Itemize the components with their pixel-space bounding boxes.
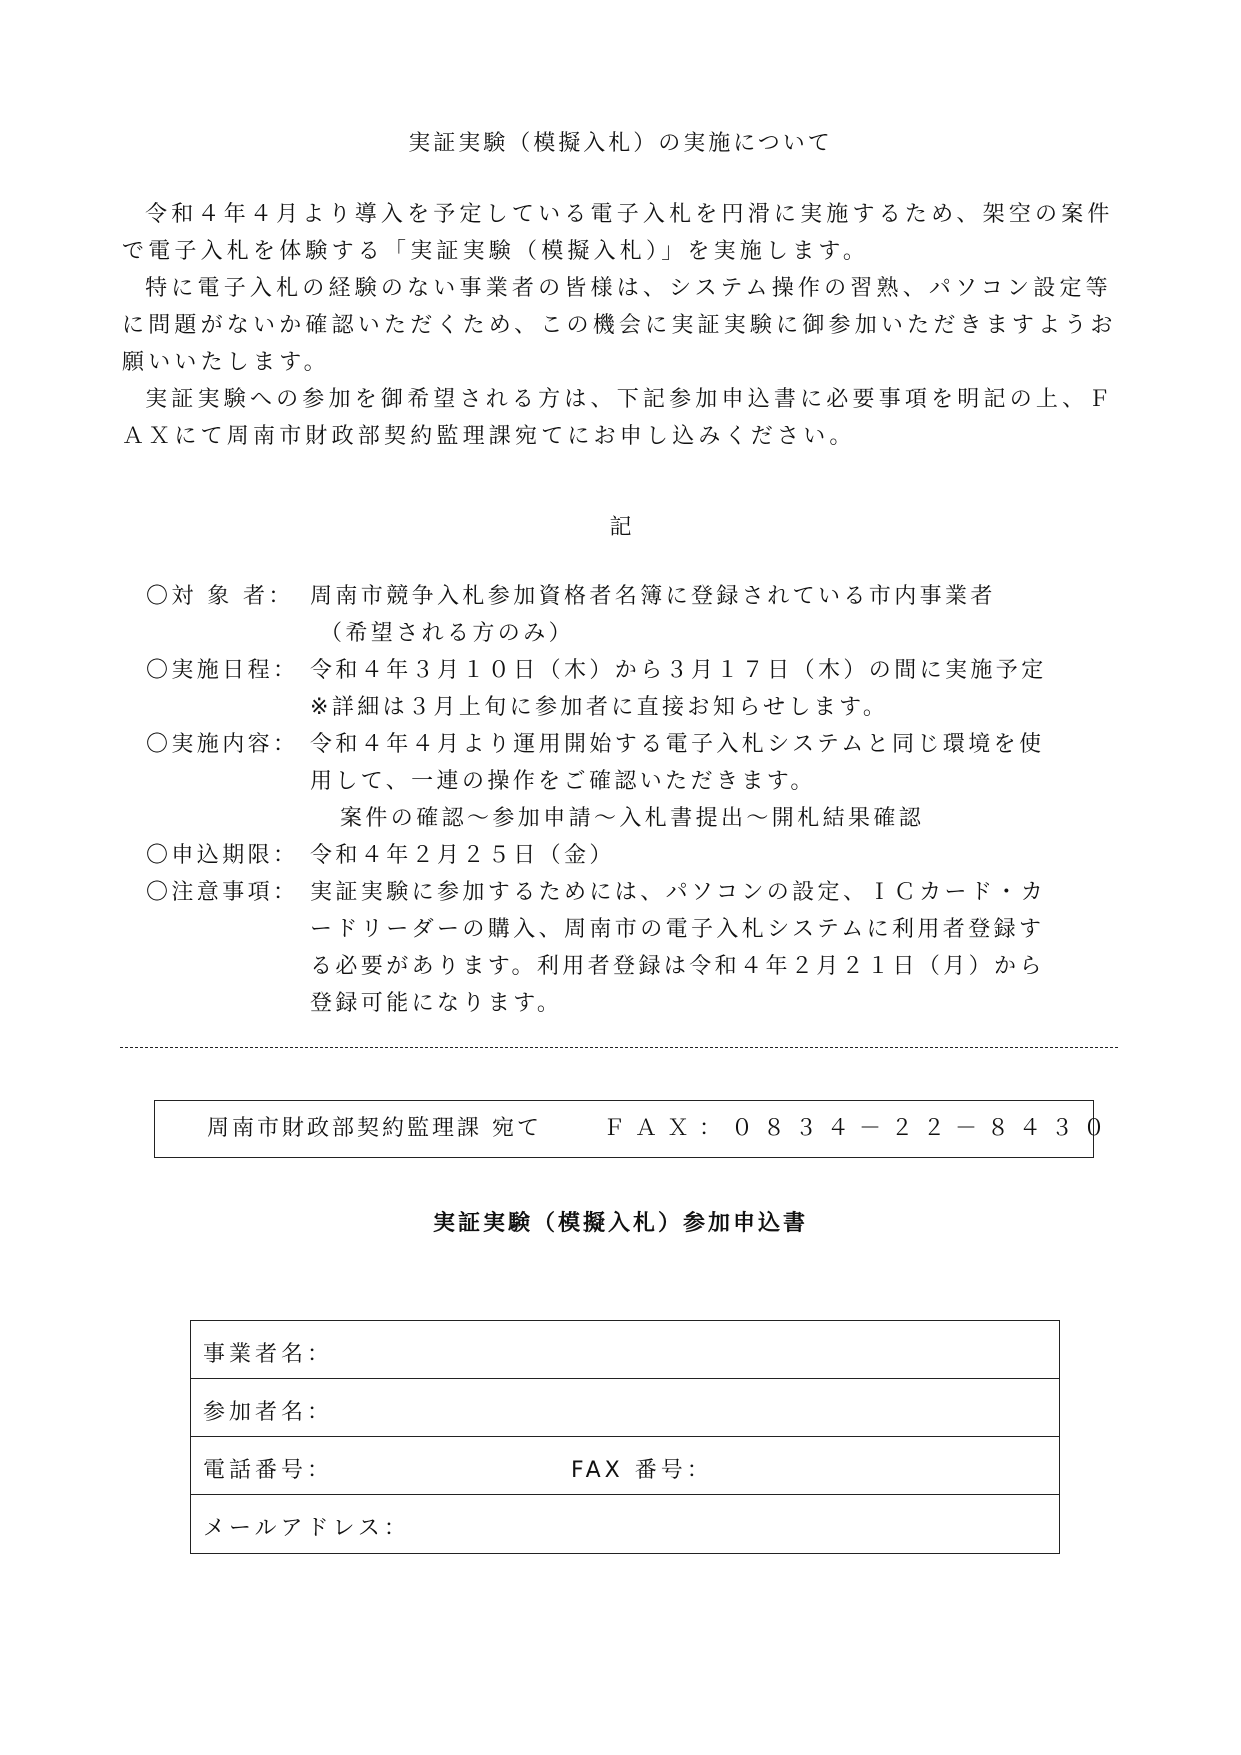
intro-text	[122, 196, 1122, 455]
form-row-participant[interactable]	[191, 1379, 1059, 1437]
detail-value: 令和４年２月２５日（金）	[310, 843, 615, 868]
detail-schedule	[146, 652, 1106, 726]
detail-value: 令和４年３月１０日（木）から３月１７日（木）の間に実施予定	[310, 658, 1047, 683]
fax-label: FAX 番号：	[571, 1458, 713, 1483]
detail-label: 〇対 象 者：	[146, 584, 294, 609]
page-title: 実証実験（模擬入札）の実施について	[408, 131, 833, 156]
detail-value: 登録可能になります。	[310, 991, 563, 1016]
fax-number: ＦＡＸ：０８３４－２２－８４３０	[603, 1116, 1116, 1141]
detail-target	[146, 578, 1106, 652]
phone-label: 電話番号：	[203, 1458, 334, 1483]
form-title: 実証実験（模擬入札）参加申込書	[432, 1211, 808, 1236]
detail-label: 〇申込期限：	[146, 843, 299, 868]
detail-value: 案件の確認～参加申請～入札書提出～開札結果確認	[340, 806, 925, 831]
detail-value: ※詳細は３月上旬に参加者に直接お知らせします。	[310, 695, 889, 720]
detail-label: 〇注意事項：	[146, 880, 299, 905]
details-list	[146, 578, 1106, 1022]
form-row-email[interactable]	[191, 1495, 1059, 1553]
intro-paragraph: 令和４年４月より導入を予定している電子入札を円滑に実施するため、架空の案件で電子入札を体験する「実証実験（模擬入札）」を実施します。	[122, 202, 1114, 264]
detail-deadline	[146, 837, 1106, 874]
detail-value: 周南市競争入札参加資格者名簿に登録されている市内事業者	[310, 584, 996, 609]
detail-value: ードリーダーの購入、周南市の電子入札システムに利用者登録す	[310, 917, 1045, 942]
detail-value: （希望される方のみ）	[320, 621, 575, 646]
detail-content	[146, 726, 1106, 837]
ki-heading: 記	[609, 515, 632, 540]
detail-value: 実証実験に参加するためには、パソコンの設定、ＩＣカード・カ	[310, 880, 1047, 905]
detail-label: 〇実施日程：	[146, 658, 299, 683]
email-label: メールアドレス：	[203, 1516, 410, 1541]
business-name-label: 事業者名：	[203, 1342, 334, 1367]
form-row-business[interactable]	[191, 1321, 1059, 1379]
participant-name-label: 参加者名：	[203, 1400, 334, 1425]
fax-destination: 周南市財政部契約監理課 宛て	[207, 1116, 542, 1141]
detail-value: る必要があります。利用者登録は令和４年２月２１日（月）から	[310, 954, 1045, 979]
application-form	[190, 1320, 1060, 1554]
form-row-phone-fax[interactable]	[191, 1437, 1059, 1495]
detail-label: 〇実施内容：	[146, 732, 299, 757]
detail-value: 用して、一連の操作をご確認いただきます。	[310, 769, 816, 794]
cut-line	[120, 1047, 1118, 1048]
fax-destination-box	[154, 1100, 1116, 1158]
intro-paragraph: 実証実験への参加を御希望される方は、下記参加申込書に必要事項を明記の上、ＦＡＸにて周南市財政部契約監理課宛てにお申し込みください。	[122, 387, 1115, 449]
intro-paragraph: 特に電子入札の経験のない事業者の皆様は、システム操作の習熟、パソコン設定等に問題がないか確認いただくため、この機会に実証実験に御参加いただきますようお願いいたします。	[122, 276, 1117, 375]
detail-notes	[146, 874, 1106, 1022]
detail-value: 令和４年４月より運用開始する電子入札システムと同じ環境を使	[310, 732, 1045, 757]
